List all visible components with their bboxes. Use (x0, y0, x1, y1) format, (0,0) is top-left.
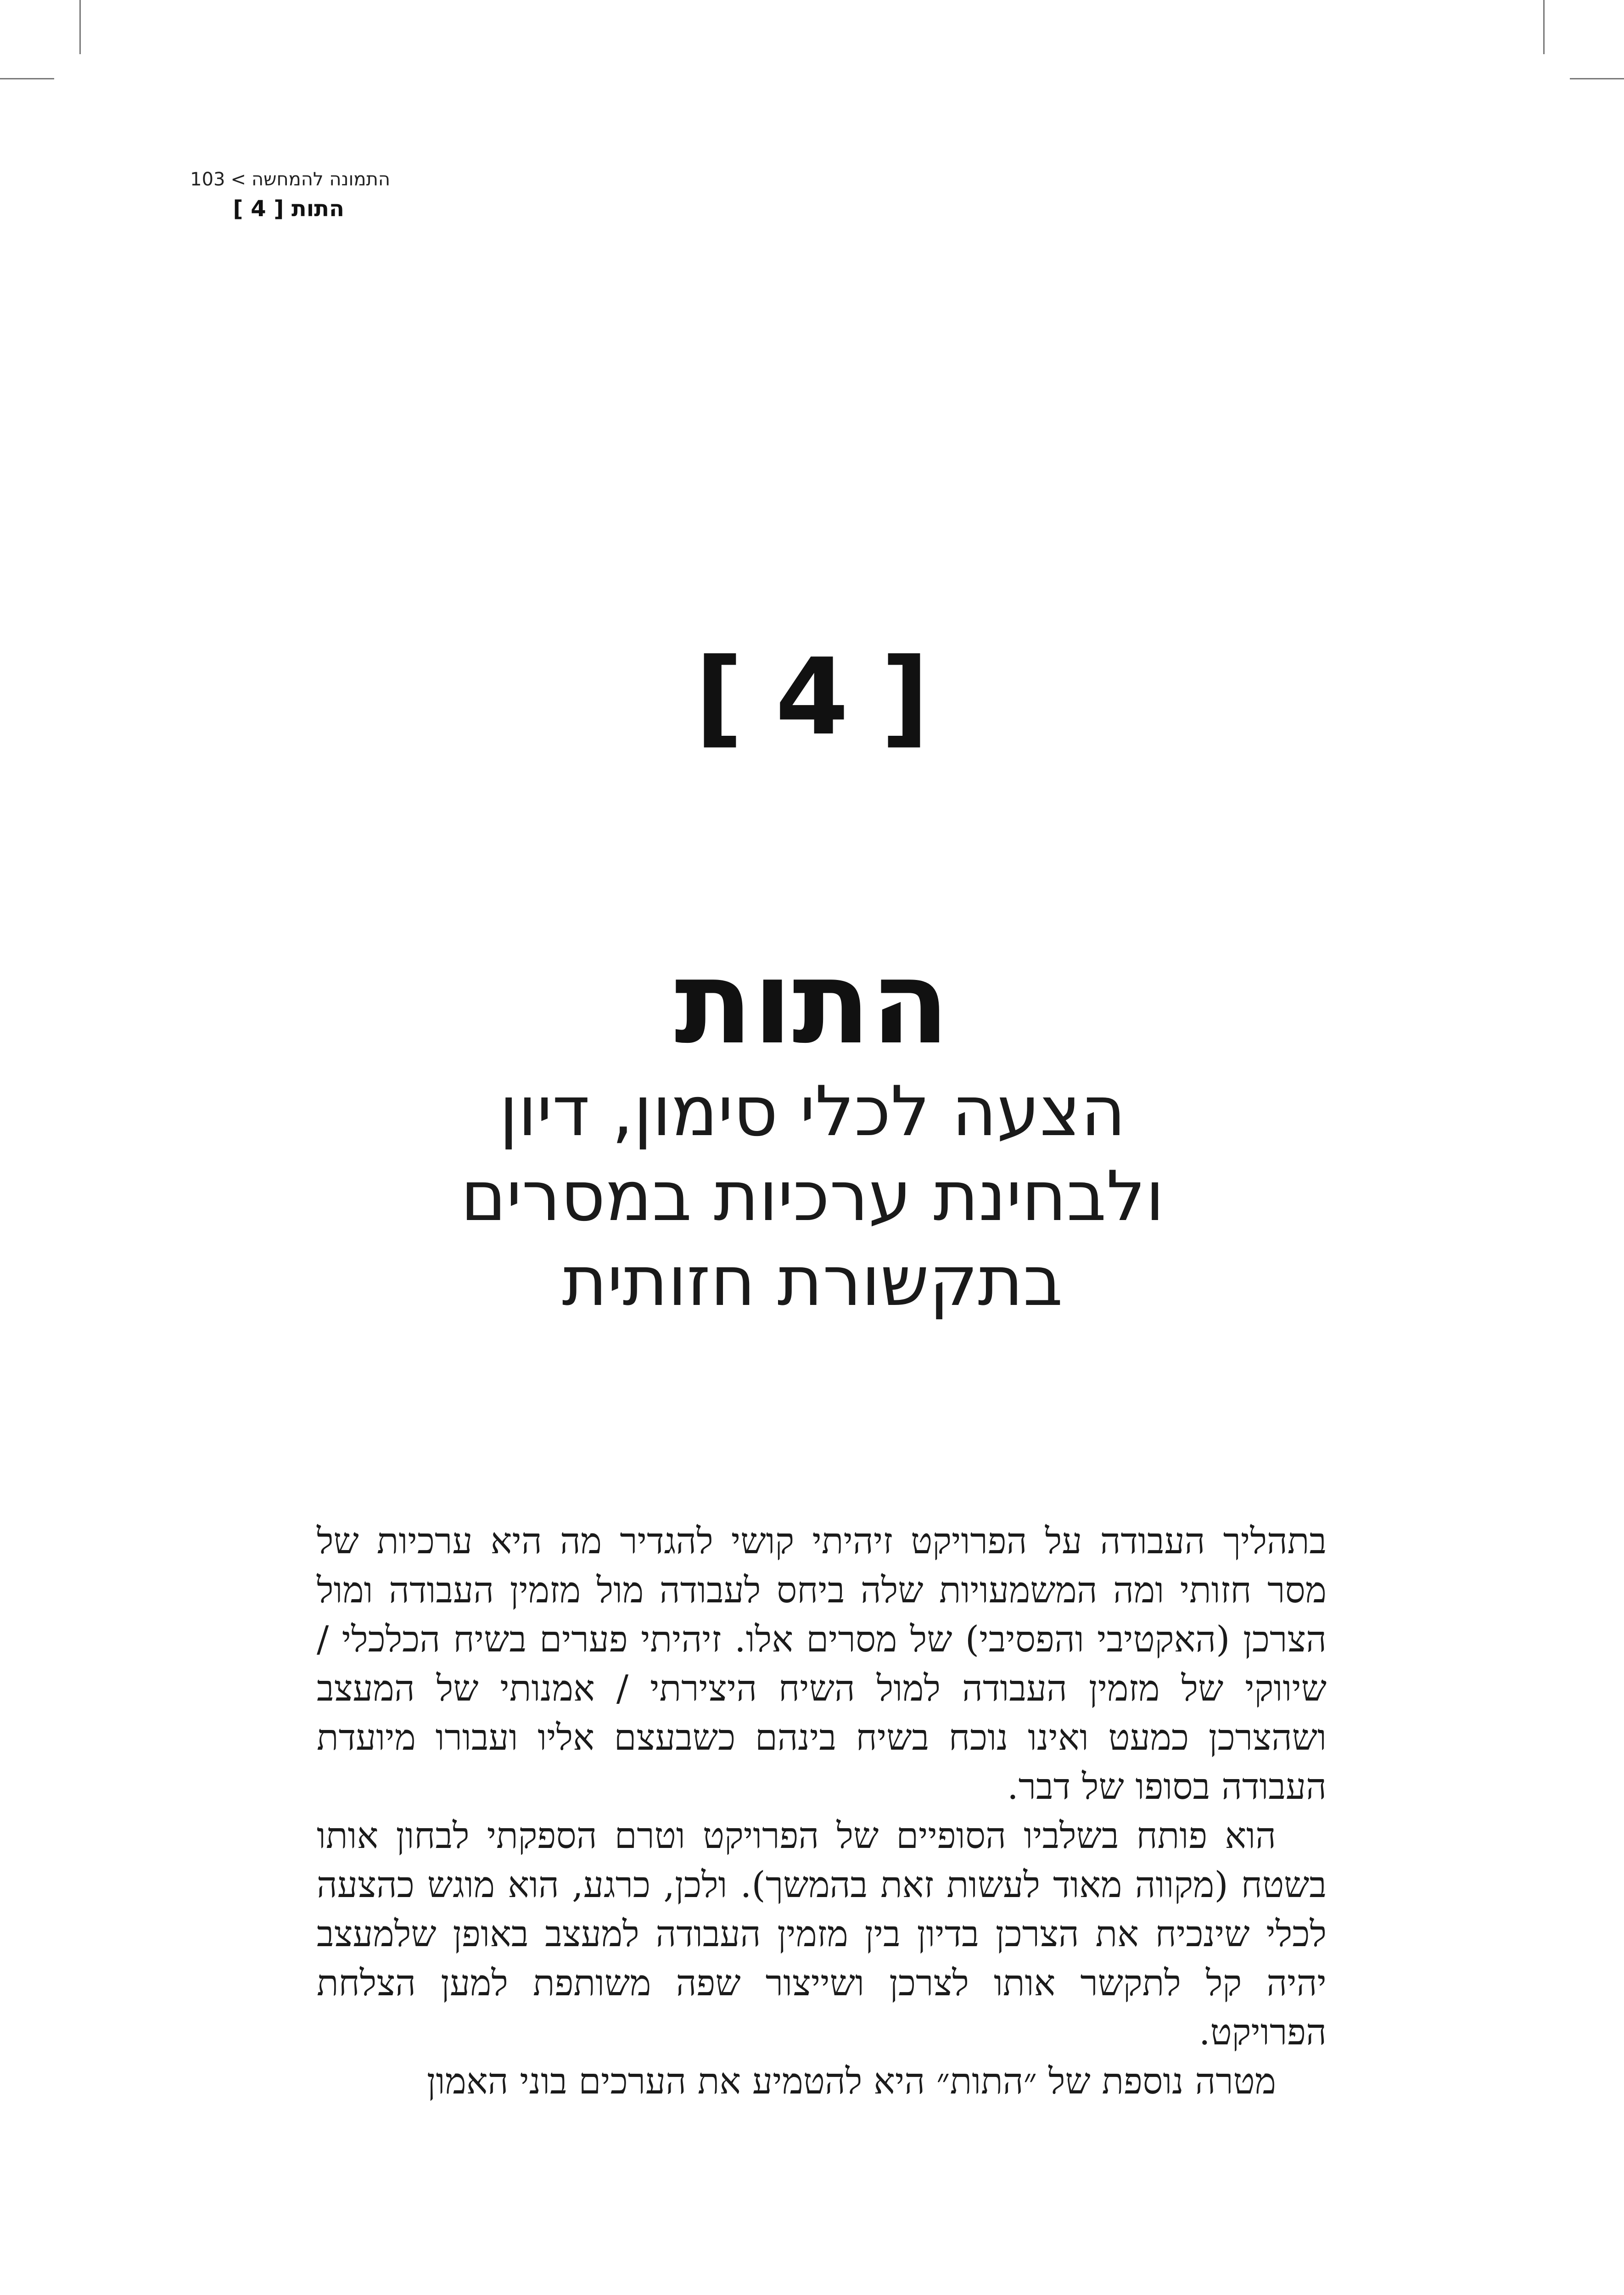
body-paragraph: בתהליך העבודה על הפרויקט זיהיתי קושי להגדיר מה היא ערכיות של מסר חזותי ומה המשמעויות שלה ביחס לעבודה מול מזמין העבודה ומול הצרכן (האקטיבי והפסיבי) של מסרים אלו. זיהיתי פערים בשיח הכלכלי / שיווקי של מזמין העבודה למול השיח היצירתי / אמנותי של המעצב ושהצרכן כמעט ואינו נוכח בשיח בינהם כשבעצם אליו ועבורו מיועדת העבודה בסופו של דבר. (317, 1521, 1327, 1808)
body-paragraph: הוא פותח בשלביו הסופיים של הפרויקט וטרם הספקתי לבחון אותו בשטח (מקווה מאוד לעשות זאת בהמשך). ולכן, כרגע, הוא מוגש כהצעה לכלי שינכיח את הצרכן בדיון בין מזמין העבודה למעצב באופן שלמעצב יהיה קל לתקשר אותו לצרכן ושייצור שפה משותפת למען הצלחת הפרויקט. (317, 1815, 1327, 2053)
chapter-number-value: 4 (775, 636, 849, 759)
crop-mark-top-right (1543, 0, 1545, 54)
header-separator: > (230, 169, 246, 190)
subtitle-line: ולבחינת ערכיות במסרים (460, 1157, 1165, 1237)
subtitle-line: בתקשורת חזותית (562, 1242, 1063, 1321)
crop-mark-right-top (1570, 78, 1624, 79)
chapter-number-open-bracket: [ (694, 636, 743, 759)
chapter-number-close-bracket: ] (881, 636, 930, 759)
page-number: 103 (190, 169, 225, 190)
running-header (161, 166, 390, 225)
book-title: התמונה להמחשה (252, 169, 390, 190)
running-header-chapter: התות [ 4 ] (233, 196, 344, 222)
chapter-number (0, 633, 1624, 762)
body-paragraph: מטרה נוספת של ״התות״ היא להטמיע את הערכים בוני האמון (426, 2061, 1276, 2102)
chapter-subtitle (184, 1069, 1441, 1324)
crop-mark-left-top (0, 78, 54, 79)
running-header-book-line (161, 166, 390, 193)
crop-mark-top-left (79, 0, 81, 54)
subtitle-line: הצעה לכלי סימון, דיון (499, 1072, 1126, 1152)
body-text (317, 1517, 1327, 2106)
chapter-title: התות (674, 936, 950, 1069)
